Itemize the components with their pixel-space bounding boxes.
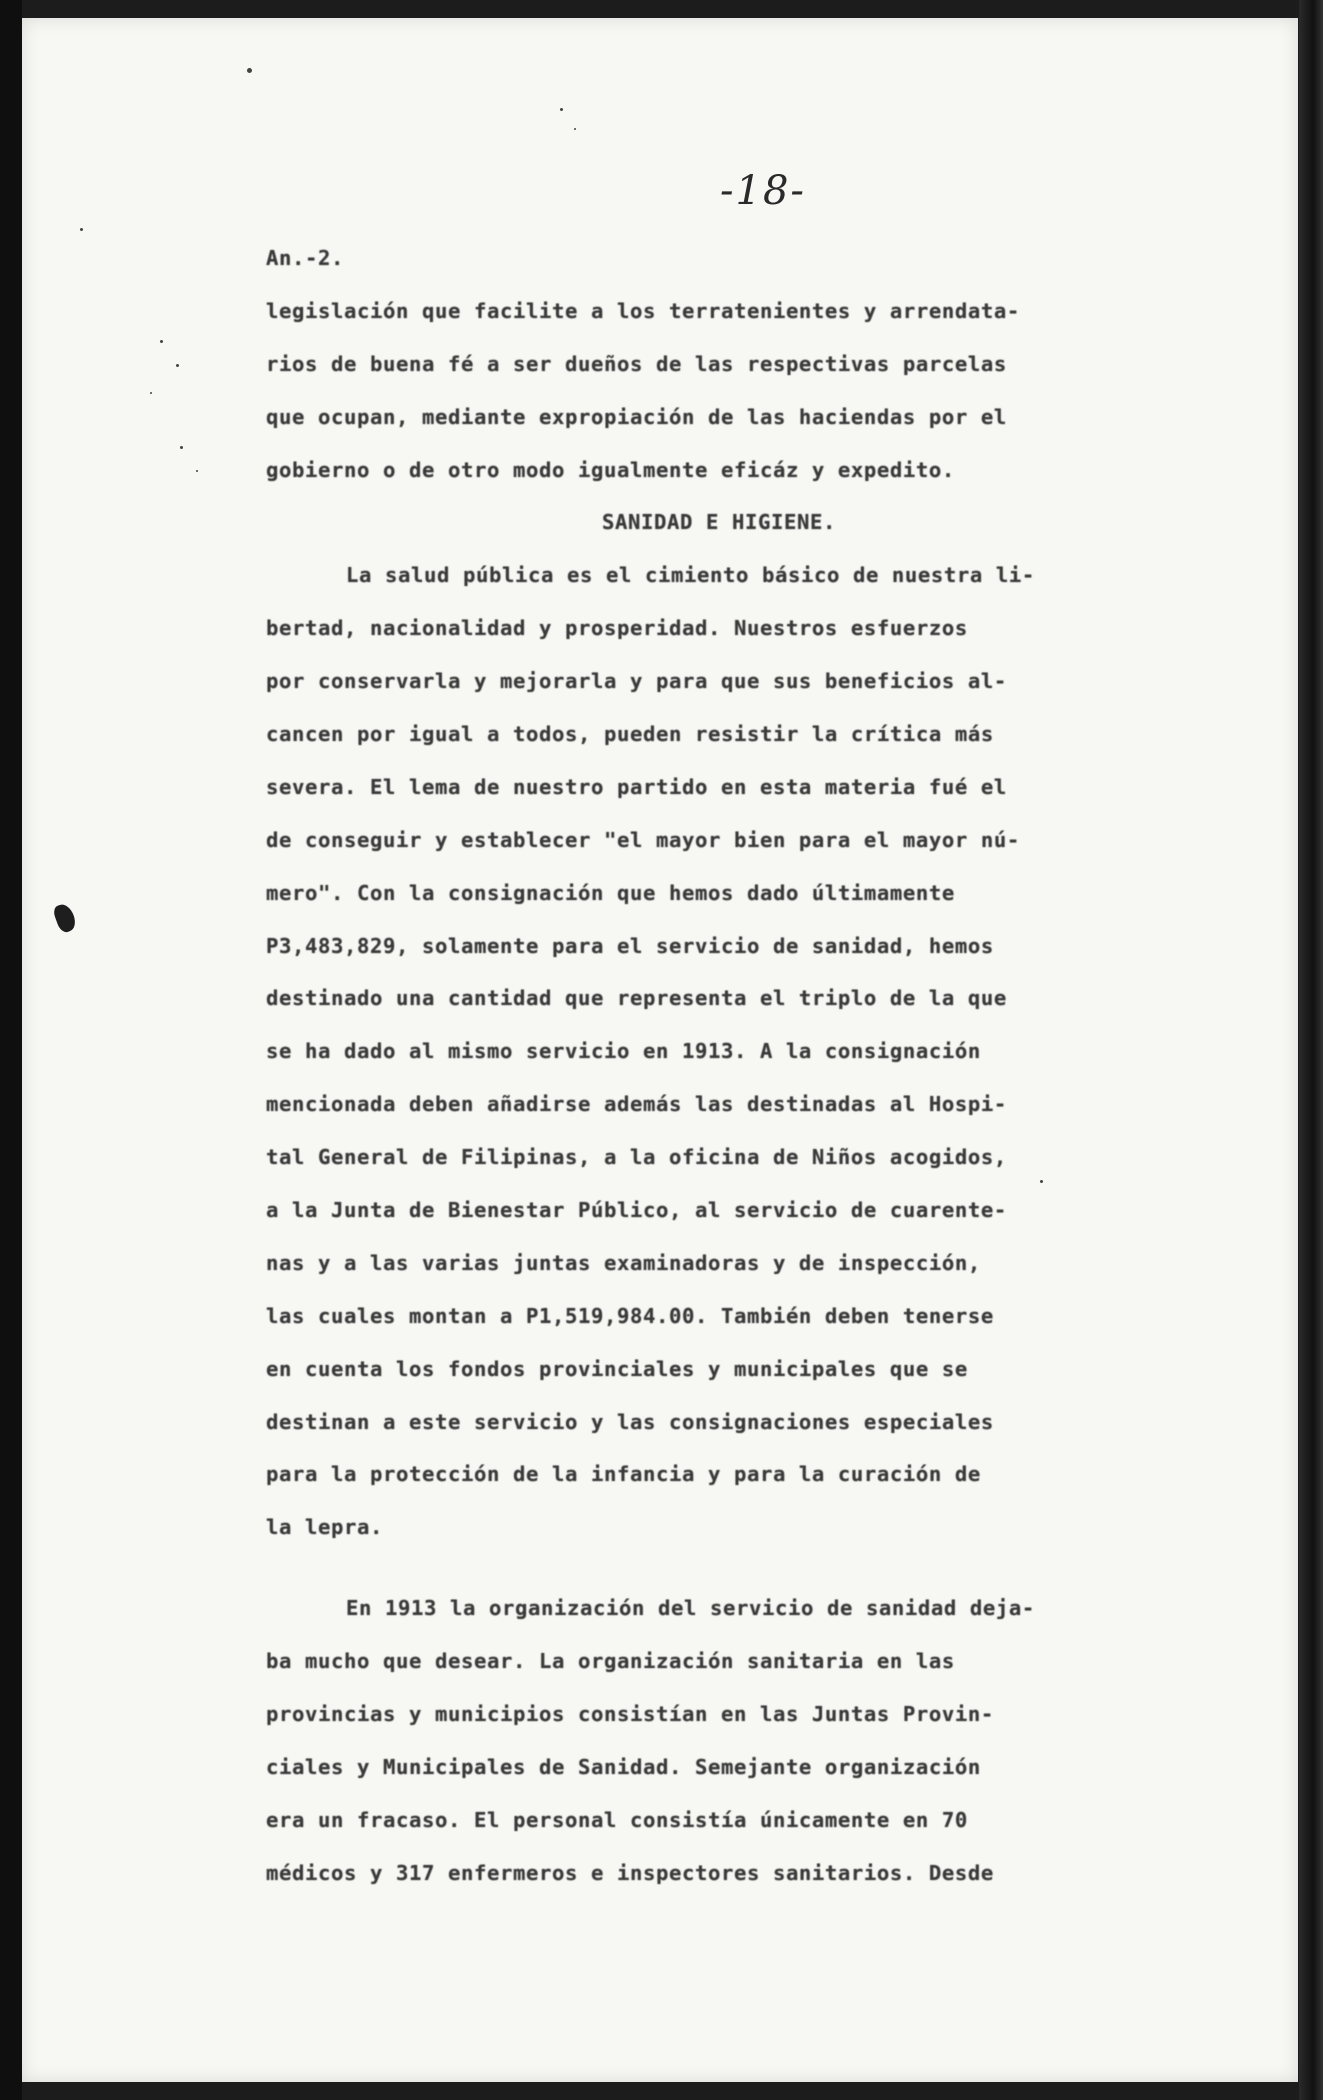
paragraph-line: ba mucho que desear. La organización sanitaria en las: [266, 1649, 955, 1674]
paragraph-line: legislación que facilite a los terratenientes y arrendata-: [266, 298, 1020, 323]
paper-speck: [247, 68, 252, 73]
paragraph-line: de conseguir y establecer "el mayor bien para el mayor nú-: [266, 827, 1020, 852]
paragraph-line: la lepra.: [266, 1515, 383, 1540]
section-reference: An.-2.: [266, 246, 344, 270]
paper-speck: [180, 446, 183, 449]
paragraph-line: mencionada deben añadirse además las destinadas al Hospi-: [266, 1092, 1007, 1117]
paper-speck: [160, 340, 163, 343]
paragraph-line: para la protección de la infancia y para la curación de: [266, 1462, 981, 1487]
paragraph-line: destinan a este servicio y las consignaciones especiales: [266, 1409, 994, 1434]
paragraph-line: cancen por igual a todos, pueden resistir la crítica más: [266, 722, 994, 747]
paper-speck: [80, 228, 83, 231]
paragraph-line: tal General de Filipinas, a la oficina de Niños acogidos,: [266, 1145, 1007, 1170]
paragraph-line: en cuenta los fondos provinciales y municipales que se: [266, 1356, 968, 1381]
paragraph-gap: [266, 1554, 1166, 1582]
paper-speck: [574, 128, 576, 130]
paragraph-line: médicos y 317 enfermeros e inspectores sanitarios. Desde: [266, 1860, 994, 1885]
page-number: -18-: [720, 168, 806, 214]
paragraph-line: ciales y Municipales de Sanidad. Semejante organización: [266, 1754, 981, 1779]
scan-left-border: [0, 0, 22, 2100]
typewritten-body: [266, 232, 1166, 1900]
paragraph-line: rios de buena fé a ser dueños de las respectivas parcelas: [266, 351, 1007, 376]
paragraph-line: P3,483,829, solamente para el servicio de sanidad, hemos: [266, 933, 994, 958]
paper-speck: [196, 470, 198, 472]
paper-speck: [150, 392, 152, 394]
paper-speck: [176, 364, 179, 367]
paragraph-line: gobierno o de otro modo igualmente eficáz y expedito.: [266, 457, 955, 482]
paragraph-line: se ha dado al mismo servicio en 1913. A la consignación: [266, 1039, 981, 1064]
paragraph-line: las cuales montan a P1,519,984.00. También deben tenerse: [266, 1303, 994, 1328]
section-heading: SANIDAD E HIGIENE.: [602, 510, 836, 535]
paragraph-line: severa. El lema de nuestro partido en esta materia fué el: [266, 774, 1007, 799]
paragraph-line: destinado una cantidad que representa el triplo de la que: [266, 986, 1007, 1011]
paragraph-line: provincias y municipios consistían en las Juntas Provin-: [266, 1702, 994, 1727]
paper-speck: [560, 108, 563, 111]
paragraph-line: era un fracaso. El personal consistía únicamente en 70: [266, 1807, 968, 1832]
paragraph-line: nas y a las varias juntas examinadoras y de inspección,: [266, 1250, 981, 1275]
paragraph-line: a la Junta de Bienestar Público, al servicio de cuarente-: [266, 1198, 1007, 1223]
paragraph-line: que ocupan, mediante expropiación de las haciendas por el: [266, 404, 1007, 429]
paragraph-line: por conservarla y mejorarla y para que sus beneficios al-: [266, 669, 1007, 694]
paragraph-line: La salud pública es el cimiento básico de nuestra li-: [346, 563, 1035, 588]
paragraph-line: bertad, nacionalidad y prosperidad. Nuestros esfuerzos: [266, 616, 968, 641]
scan-right-border: [1299, 0, 1323, 2100]
paragraph-line: En 1913 la organización del servicio de sanidad deja-: [346, 1596, 1035, 1621]
paragraph-line: mero". Con la consignación que hemos dado últimamente: [266, 880, 955, 905]
